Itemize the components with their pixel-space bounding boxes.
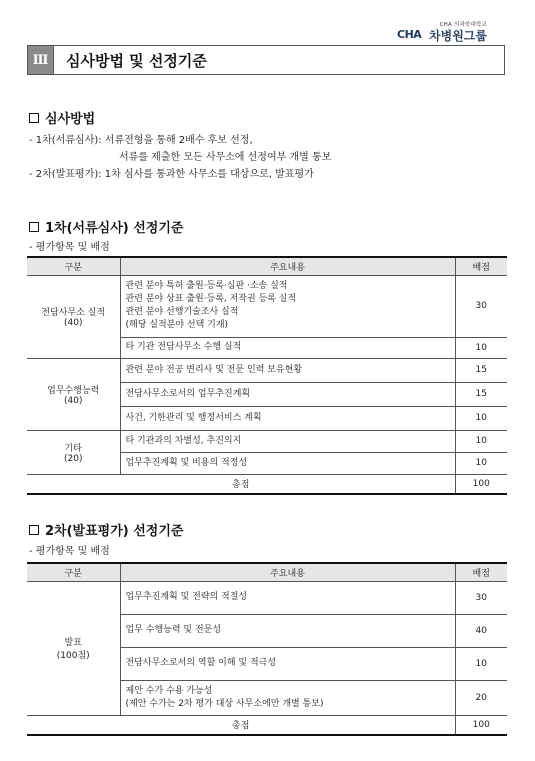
content-cell: 타 기관과의 차별성, 추진의지 <box>120 430 455 452</box>
content-line: 제안 수가 수용 가능성 <box>125 685 213 696</box>
first-round-subheading: - 평가항목 및 배점 <box>29 242 110 253</box>
table-row <box>27 430 507 452</box>
category-cell <box>27 581 120 715</box>
category-label: 전담사무소 실적 <box>41 308 106 318</box>
score-cell: 30 <box>455 275 507 337</box>
score-cell: 10 <box>455 337 507 358</box>
score-cell: 15 <box>455 358 507 382</box>
total-score: 100 <box>455 715 507 735</box>
table-header-row <box>27 563 507 581</box>
table-total-row <box>27 474 507 494</box>
first-round-title: 1차(서류심사) 선정기준 <box>45 221 184 236</box>
section-header <box>27 45 505 75</box>
score-cell: 40 <box>455 614 507 647</box>
category-cell <box>27 430 120 474</box>
content-line: (해당 실적분야 선택 기재) <box>125 320 229 330</box>
section-number: Ⅲ <box>28 46 54 74</box>
table-row <box>27 358 507 382</box>
table-header-row <box>27 257 507 275</box>
score-cell: 10 <box>455 430 507 452</box>
score-cell: 30 <box>455 581 507 614</box>
first-round-heading <box>29 217 183 236</box>
second-round-title: 2차(발표평가) 선정기준 <box>45 524 184 539</box>
col-header-content: 주요내용 <box>120 563 455 581</box>
logo-text: 차병원그룹 <box>429 29 487 43</box>
review-method-line: 서류를 제출한 모든 사무소에 선정여부 개별 통보 <box>119 152 332 163</box>
content-line: (제안 수가는 2차 평가 대상 사무소에만 개별 통보) <box>125 698 324 709</box>
score-cell: 20 <box>455 680 507 715</box>
content-cell: 사건, 기한관리 및 행정서비스 계획 <box>120 406 455 430</box>
content-line: 관련 분야 상표 출원·등록, 저작권 등록 실적 <box>125 294 297 304</box>
category-weight: (40) <box>64 395 83 406</box>
logo-subtitle: CHA 의과학대학교 <box>439 22 487 28</box>
col-header-category: 구분 <box>27 257 120 275</box>
table-row <box>27 581 507 614</box>
table-total-row <box>27 715 507 735</box>
checkbox-square-icon <box>29 525 39 535</box>
content-cell <box>120 680 455 715</box>
category-label: 기타 <box>64 443 82 454</box>
col-header-score: 배점 <box>455 257 507 275</box>
content-cell: 타 기관 전담사무소 수행 실적 <box>120 337 455 358</box>
score-cell: 10 <box>455 647 507 680</box>
checkbox-square-icon <box>29 113 39 123</box>
second-round-table <box>27 562 507 736</box>
review-method-line: - 2차(발표평가): 1차 심사를 통과한 사무소를 대상으로, 발표평가 <box>29 169 314 180</box>
content-cell: 업무 수행능력 및 전문성 <box>120 614 455 647</box>
first-round-table <box>27 256 507 495</box>
cha-group-logo <box>385 20 495 44</box>
section-title: 심사방법 및 선정기준 <box>54 46 504 74</box>
category-cell <box>27 275 120 358</box>
content-line: 관련 분야 선행기술조사 실적 <box>125 307 239 317</box>
content-cell: 전담사무소로서의 역할 이해 및 적극성 <box>120 647 455 680</box>
content-cell: 업무추진계획 및 비용의 적정성 <box>120 452 455 474</box>
content-cell: 전담사무소로서의 업무추진계획 <box>120 382 455 406</box>
second-round-heading <box>29 520 183 539</box>
score-cell: 15 <box>455 382 507 406</box>
logo-mark: CHA <box>397 28 422 41</box>
col-header-content: 주요내용 <box>120 257 455 275</box>
category-label: 발표 <box>64 638 82 648</box>
second-round-subheading: - 평가항목 및 배점 <box>29 546 110 557</box>
content-cell: 업무추진계획 및 전략의 적절성 <box>120 581 455 614</box>
content-cell <box>120 275 455 337</box>
category-weight: (20) <box>64 453 83 464</box>
col-header-category: 구분 <box>27 563 120 581</box>
content-cell: 관련 분야 전공 변리사 및 전문 인력 보유현황 <box>120 358 455 382</box>
total-score: 100 <box>455 474 507 494</box>
category-cell <box>27 358 120 430</box>
table-row <box>27 275 507 337</box>
score-cell: 10 <box>455 406 507 430</box>
col-header-score: 배점 <box>455 563 507 581</box>
category-weight: (100점) <box>56 651 90 661</box>
checkbox-square-icon <box>29 222 39 232</box>
total-label: 총점 <box>27 715 455 735</box>
review-method-heading <box>29 108 95 127</box>
score-cell: 10 <box>455 452 507 474</box>
total-label: 총점 <box>27 474 455 494</box>
category-weight: (40) <box>64 318 83 328</box>
category-label: 업무수행능력 <box>47 385 100 396</box>
content-line: 관련 분야 특허 출원·등록·심판 ·소송 실적 <box>125 281 288 291</box>
review-method-title: 심사방법 <box>45 112 96 127</box>
review-method-line: - 1차(서류심사): 서류전형을 통해 2배수 후보 선정, <box>29 135 253 146</box>
